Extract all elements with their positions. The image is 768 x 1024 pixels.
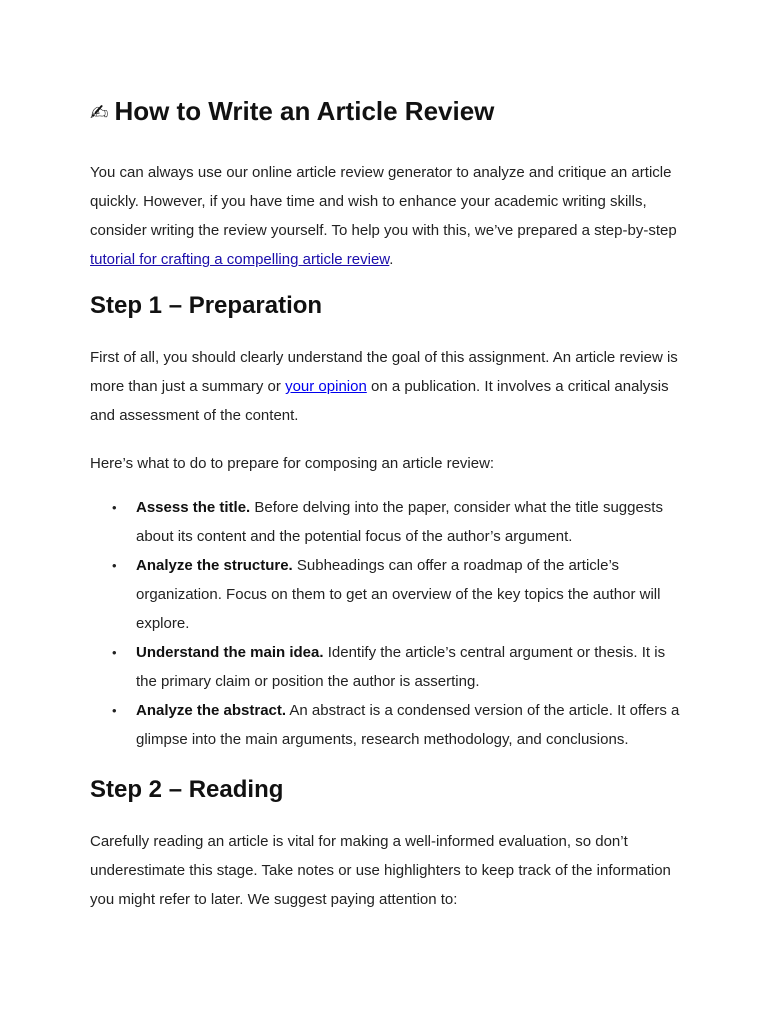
- list-item-text: Subheadings can offer a roadmap of the article’s organization. Focus on them to get an overview of the key topics the author will explore.: [136, 557, 661, 632]
- bullet-icon: •: [112, 558, 117, 573]
- step1-paragraph-1: [90, 343, 682, 430]
- list-item-bold: Assess the title.: [136, 499, 251, 516]
- list-item-bold: Analyze the structure.: [136, 557, 293, 574]
- list-item: [90, 638, 682, 696]
- preparation-list: [90, 493, 682, 754]
- list-item-text: Before delving into the paper, consider what the title suggests about its content and the potential focus of the author’s argument.: [136, 499, 663, 545]
- your-opinion-link[interactable]: your opinion: [285, 378, 367, 395]
- bullet-icon: •: [112, 500, 117, 515]
- list-item-text: Identify the article’s central argument or thesis. It is the primary claim or position the author is asserting.: [136, 644, 666, 690]
- page-title-text: How to Write an Article Review: [114, 96, 495, 126]
- article-content: [90, 92, 682, 933]
- list-item: [90, 696, 682, 754]
- page-title: [90, 92, 682, 133]
- list-item: [90, 493, 682, 551]
- list-item: [90, 551, 682, 638]
- intro-text-end: .: [389, 251, 394, 268]
- step1-para1-text-end: on a publication. It involves a critical analysis and assessment of the content.: [90, 378, 669, 424]
- step1-paragraph-2: Here’s what to do to prepare for composing an article review:: [90, 455, 495, 472]
- step2-heading: Step 2 – Reading: [90, 776, 284, 803]
- list-item-bold: Understand the main idea.: [136, 644, 324, 661]
- bullet-icon: •: [112, 703, 117, 718]
- list-item-text: An abstract is a condensed version of the article. It offers a glimpse into the main arguments, research methodology, and conclusions.: [136, 702, 680, 748]
- step2-paragraph-1: Carefully reading an article is vital for making a well-informed evaluation, so don’t underestimate this stage. Take notes or use highlighters to keep track of the information you might refer to later. We suggest paying attention to:: [90, 833, 671, 908]
- writing-hand-icon: ✍: [90, 101, 109, 126]
- tutorial-link[interactable]: tutorial for crafting a compelling article review: [90, 251, 390, 268]
- step1-heading: Step 1 – Preparation: [90, 292, 323, 319]
- bullet-icon: •: [112, 645, 117, 660]
- step1-para1-text: First of all, you should clearly understand the goal of this assignment. An article review is more than just a summary or: [90, 349, 678, 395]
- list-item-bold: Analyze the abstract.: [136, 702, 287, 719]
- intro-text: You can always use our online article review generator to analyze and critique an article quickly. However, if you have time and wish to enhance your academic writing skills, consider writing the review yourself. To help you with this, we’ve prepared a step-by-step: [90, 164, 677, 239]
- intro-paragraph: [90, 158, 682, 274]
